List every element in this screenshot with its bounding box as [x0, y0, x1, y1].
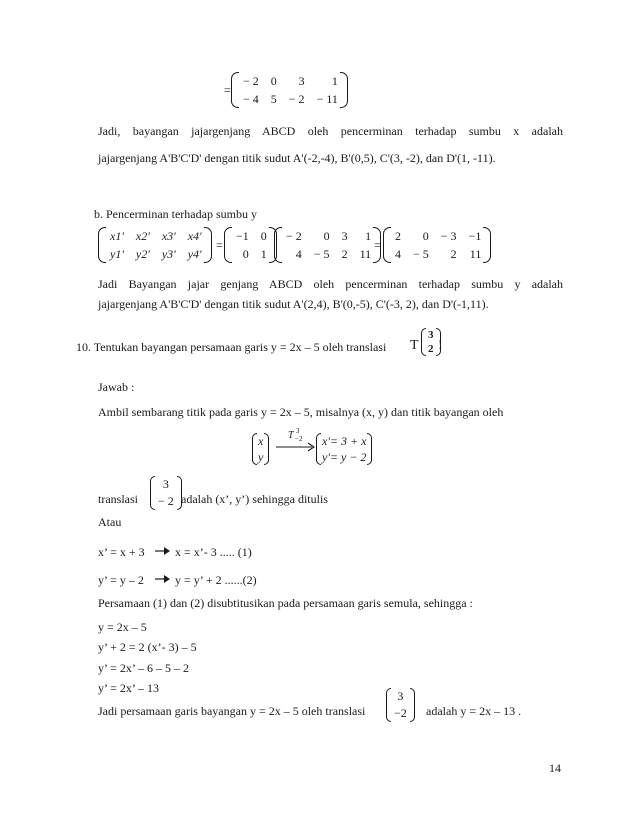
translasi-word: translasi — [98, 492, 138, 506]
primes-matrix-cell: y1' — [110, 247, 124, 261]
final-conclusion-left: Jadi persamaan garis bayangan y = 2x – 5 oleh translasi — [98, 704, 366, 718]
conclusion-b-line1: Jadi Bayangan jajar genjang ABCD oleh pencerminan terhadap sumbu y adalah — [98, 277, 563, 291]
matrix-primes — [98, 227, 212, 263]
result-matrix-cell: 2 — [450, 247, 457, 261]
diagram-source-vector — [252, 433, 269, 465]
equals-sign-b2: = — [374, 238, 381, 252]
diagram-arrow-icon — [276, 442, 316, 452]
reflection-matrix-cell: 0 — [242, 247, 249, 261]
result-matrix-cell: 11 — [469, 247, 482, 261]
top-matrix-cell: − 4 — [243, 92, 259, 106]
top-matrix-cell: 5 — [270, 92, 277, 106]
problem-10-question: 10. Tentukan bayangan persamaan garis y = 2x – 5 oleh translasi — [76, 340, 387, 354]
points-matrix-cell: 2 — [341, 247, 348, 261]
eq1-left: x’ = x + 3 — [98, 545, 145, 559]
exclamation: ! — [438, 338, 443, 353]
answer-label: Jawab : — [98, 380, 135, 394]
diagram-xprime: x'= 3 + x — [322, 434, 367, 448]
step-3: y’ = 2x’ – 6 – 5 – 2 — [98, 661, 189, 675]
diagram-x: x — [258, 434, 264, 448]
points-matrix-cell: 3 — [341, 229, 348, 243]
translation-diagram — [252, 427, 376, 472]
points-matrix-cell: − 5 — [313, 247, 330, 261]
substitution-line: Persamaan (1) dan (2) disubtitusikan pada persamaan garis semula, sehingga : — [98, 596, 473, 610]
primes-matrix-cell: x1' — [110, 229, 124, 243]
step-1: y = 2x – 5 — [98, 620, 147, 634]
right-arrow-icon — [154, 545, 172, 555]
T-vector-entry: 3 — [428, 329, 434, 341]
reflection-matrix-cell: 1 — [260, 247, 267, 261]
translasi-rest: adalah (x’, y’) sehingga ditulis — [181, 492, 328, 506]
translasi-vector-entry: − 2 — [158, 494, 174, 508]
final-vector-entry: −2 — [394, 706, 407, 720]
conclusion-a-line2: jajargenjang A'B'C'D' dengan titik sudut A'(-2,-4), B'(0,5), C'(3, -2), dan D'(1, -11). — [98, 151, 496, 165]
result-matrix-top — [231, 72, 348, 108]
eq1-right: x = x’- 3 ..... (1) — [175, 545, 252, 559]
primes-matrix-cell: y3' — [161, 247, 176, 261]
diagram-result-vector — [316, 433, 372, 465]
final-conclusion-right: adalah y = 2x – 13 . — [426, 704, 522, 718]
conclusion-a-line1: Jadi, bayangan jajargenjang ABCD oleh pencerminan terhadap sumbu x adalah — [98, 124, 563, 138]
points-matrix-cell: 11 — [359, 247, 372, 261]
page-number: 14 — [549, 761, 561, 775]
top-matrix-cell: − 11 — [316, 92, 338, 106]
reflection-matrix-cell: −1 — [236, 229, 249, 243]
primes-matrix-cell: x3' — [161, 229, 176, 243]
answer-line1: Ambil sembarang titik pada garis y = 2x – 5, misalnya (x, y) dan titik bayangan oleh — [98, 405, 504, 419]
primes-matrix-cell: y4' — [187, 247, 202, 261]
primes-matrix-cell: x4' — [187, 229, 202, 243]
eq2-right: y = y’ + 2 ......(2) — [175, 573, 257, 587]
top-matrix-cell: 1 — [331, 74, 338, 88]
top-matrix-cell: 3 — [298, 74, 305, 88]
diagram-y: y — [258, 450, 264, 464]
section-b-heading: b. Pencerminan terhadap sumbu y — [94, 207, 257, 221]
result-matrix-cell: 2 — [395, 229, 401, 243]
top-matrix-cell: 0 — [270, 74, 277, 88]
result-matrix-cell: − 5 — [413, 247, 429, 261]
result-matrix-cell: 0 — [422, 229, 429, 243]
top-matrix-cell: − 2 — [243, 74, 259, 88]
top-matrix-cell: − 2 — [288, 92, 305, 106]
equals-sign: = — [224, 83, 231, 97]
reflection-matrix-cell: 0 — [260, 229, 267, 243]
points-matrix-cell: 0 — [323, 229, 330, 243]
result-matrix-cell: −1 — [468, 229, 482, 243]
eq2-left: y’ = y – 2 — [98, 573, 144, 587]
diagram-arrow-T: T — [288, 430, 294, 441]
matrix-original-points — [274, 227, 381, 263]
right-arrow-icon — [154, 573, 172, 583]
translation-T-label: T — [410, 338, 419, 353]
step-4: y’ = 2x’ – 13 — [98, 681, 159, 695]
step-2: y’ + 2 = 2 (x’- 3) – 5 — [98, 640, 197, 654]
points-matrix-cell: 1 — [365, 229, 372, 243]
points-matrix-cell: − 2 — [286, 229, 302, 243]
points-matrix-cell: 4 — [295, 247, 302, 261]
conclusion-b-line2: jajargenjang A'B'C'D' dengan titik sudut A'(2,4), B'(0,-5), C'(-3, 2), dan D'(-1,11). — [98, 297, 489, 311]
matrix-reflection-y — [224, 227, 277, 263]
result-matrix-cell: − 3 — [440, 229, 457, 243]
primes-matrix-cell: x2' — [135, 229, 150, 243]
diagram-arrow-vec-top: 3 — [296, 427, 300, 435]
primes-matrix-cell: y2' — [135, 247, 150, 261]
matrix-result-b — [383, 227, 491, 263]
translasi-vector-entry: 3 — [162, 477, 169, 491]
final-translasi-vector — [386, 688, 415, 722]
T-vector-entry: 2 — [428, 343, 434, 355]
atau-text: Atau — [98, 515, 122, 529]
equals-sign-b1: = — [216, 238, 223, 252]
diagram-yprime: y'= y − 2 — [322, 450, 367, 464]
diagram-arrow-vec-bottom: −2 — [295, 435, 303, 443]
result-matrix-cell: 4 — [395, 247, 401, 261]
translasi-vector — [150, 476, 182, 510]
final-vector-entry: 3 — [397, 689, 404, 703]
